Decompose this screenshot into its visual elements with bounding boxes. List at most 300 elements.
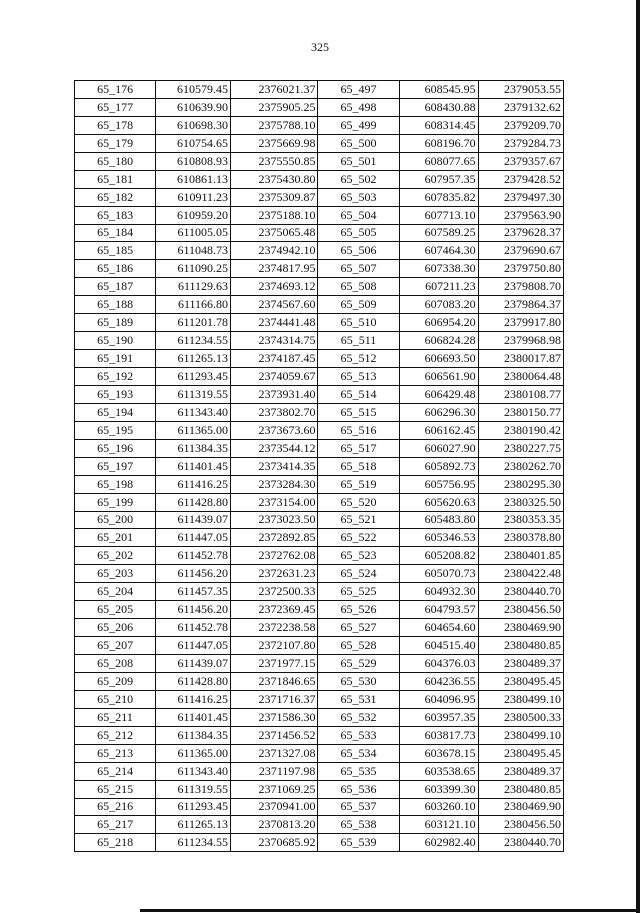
y-coordinate-cell: 2375905.25: [231, 98, 318, 116]
x-coordinate-cell: 607589.25: [399, 224, 478, 242]
y-coordinate-cell: 2370813.20: [231, 816, 318, 834]
point-id-cell: 65_500: [318, 134, 399, 152]
x-coordinate-cell: 604236.55: [399, 672, 478, 690]
point-id-cell: 65_198: [75, 475, 156, 493]
y-coordinate-cell: 2380378.80: [478, 529, 563, 547]
y-coordinate-cell: 2375309.87: [231, 188, 318, 206]
x-coordinate-cell: 611234.55: [156, 332, 231, 350]
x-coordinate-cell: 607835.82: [399, 188, 478, 206]
point-id-cell: 65_196: [75, 439, 156, 457]
x-coordinate-cell: 611384.35: [156, 439, 231, 457]
x-coordinate-cell: 605346.53: [399, 529, 478, 547]
table-row: [75, 314, 564, 332]
x-coordinate-cell: 604515.40: [399, 637, 478, 655]
table-row: [75, 134, 564, 152]
x-coordinate-cell: 608545.95: [399, 81, 478, 99]
y-coordinate-cell: 2380150.77: [478, 403, 563, 421]
y-coordinate-cell: 2371069.25: [231, 780, 318, 798]
table-row: [75, 780, 564, 798]
x-coordinate-cell: 611365.00: [156, 421, 231, 439]
y-coordinate-cell: 2379968.98: [478, 332, 563, 350]
x-coordinate-cell: 603957.35: [399, 708, 478, 726]
point-id-cell: 65_510: [318, 314, 399, 332]
x-coordinate-cell: 604793.57: [399, 601, 478, 619]
y-coordinate-cell: 2372762.08: [231, 547, 318, 565]
point-id-cell: 65_216: [75, 798, 156, 816]
y-coordinate-cell: 2379132.62: [478, 98, 563, 116]
table-row: [75, 81, 564, 99]
point-id-cell: 65_189: [75, 314, 156, 332]
table-row: [75, 511, 564, 529]
x-coordinate-cell: 606429.48: [399, 385, 478, 403]
point-id-cell: 65_179: [75, 134, 156, 152]
point-id-cell: 65_210: [75, 690, 156, 708]
y-coordinate-cell: 2371456.52: [231, 726, 318, 744]
point-id-cell: 65_211: [75, 708, 156, 726]
y-coordinate-cell: 2380108.77: [478, 385, 563, 403]
point-id-cell: 65_214: [75, 762, 156, 780]
point-id-cell: 65_525: [318, 583, 399, 601]
table-row: [75, 637, 564, 655]
x-coordinate-cell: 603678.15: [399, 744, 478, 762]
point-id-cell: 65_537: [318, 798, 399, 816]
point-id-cell: 65_519: [318, 475, 399, 493]
y-coordinate-cell: 2380064.48: [478, 368, 563, 386]
y-coordinate-cell: 2372369.45: [231, 601, 318, 619]
x-coordinate-cell: 611416.25: [156, 475, 231, 493]
x-coordinate-cell: 611166.80: [156, 296, 231, 314]
y-coordinate-cell: 2380499.10: [478, 690, 563, 708]
point-id-cell: 65_536: [318, 780, 399, 798]
x-coordinate-cell: 611365.00: [156, 744, 231, 762]
page-number: 325: [311, 40, 329, 54]
y-coordinate-cell: 2373673.60: [231, 421, 318, 439]
y-coordinate-cell: 2373284.30: [231, 475, 318, 493]
x-coordinate-cell: 611447.05: [156, 529, 231, 547]
x-coordinate-cell: 611090.25: [156, 260, 231, 278]
y-coordinate-cell: 2380190.42: [478, 421, 563, 439]
table-row: [75, 98, 564, 116]
point-id-cell: 65_498: [318, 98, 399, 116]
x-coordinate-cell: 611401.45: [156, 708, 231, 726]
point-id-cell: 65_517: [318, 439, 399, 457]
point-id-cell: 65_507: [318, 260, 399, 278]
scan-edge-bottom: [140, 909, 640, 912]
point-id-cell: 65_523: [318, 547, 399, 565]
table-row: [75, 439, 564, 457]
point-id-cell: 65_499: [318, 116, 399, 134]
y-coordinate-cell: 2373931.40: [231, 385, 318, 403]
table-row: [75, 206, 564, 224]
point-id-cell: 65_213: [75, 744, 156, 762]
table-row: [75, 672, 564, 690]
y-coordinate-cell: 2379563.90: [478, 206, 563, 224]
point-id-cell: 65_532: [318, 708, 399, 726]
y-coordinate-cell: 2379864.37: [478, 296, 563, 314]
y-coordinate-cell: 2380440.70: [478, 834, 563, 852]
x-coordinate-cell: 611319.55: [156, 780, 231, 798]
point-id-cell: 65_497: [318, 81, 399, 99]
point-id-cell: 65_202: [75, 547, 156, 565]
x-coordinate-cell: 606693.50: [399, 350, 478, 368]
x-coordinate-cell: 611456.20: [156, 565, 231, 583]
x-coordinate-cell: 610579.45: [156, 81, 231, 99]
x-coordinate-cell: 608314.45: [399, 116, 478, 134]
point-id-cell: 65_178: [75, 116, 156, 134]
x-coordinate-cell: 610959.20: [156, 206, 231, 224]
table-row: [75, 188, 564, 206]
x-coordinate-cell: 611447.05: [156, 637, 231, 655]
y-coordinate-cell: 2371716.37: [231, 690, 318, 708]
y-coordinate-cell: 2374567.60: [231, 296, 318, 314]
point-id-cell: 65_201: [75, 529, 156, 547]
y-coordinate-cell: 2379628.37: [478, 224, 563, 242]
x-coordinate-cell: 606027.90: [399, 439, 478, 457]
x-coordinate-cell: 605756.95: [399, 475, 478, 493]
point-id-cell: 65_530: [318, 672, 399, 690]
y-coordinate-cell: 2370685.92: [231, 834, 318, 852]
y-coordinate-cell: 2380422.48: [478, 565, 563, 583]
x-coordinate-cell: 604932.30: [399, 583, 478, 601]
table-row: [75, 475, 564, 493]
x-coordinate-cell: 607713.10: [399, 206, 478, 224]
y-coordinate-cell: 2375550.85: [231, 152, 318, 170]
x-coordinate-cell: 611129.63: [156, 278, 231, 296]
y-coordinate-cell: 2373802.70: [231, 403, 318, 421]
y-coordinate-cell: 2374059.67: [231, 368, 318, 386]
point-id-cell: 65_506: [318, 242, 399, 260]
y-coordinate-cell: 2380469.90: [478, 619, 563, 637]
y-coordinate-cell: 2379690.67: [478, 242, 563, 260]
point-id-cell: 65_194: [75, 403, 156, 421]
y-coordinate-cell: 2374942.10: [231, 242, 318, 260]
y-coordinate-cell: 2371846.65: [231, 672, 318, 690]
table-row: [75, 332, 564, 350]
table-row: [75, 690, 564, 708]
x-coordinate-cell: 611428.80: [156, 672, 231, 690]
y-coordinate-cell: 2380499.10: [478, 726, 563, 744]
point-id-cell: 65_531: [318, 690, 399, 708]
x-coordinate-cell: 610754.65: [156, 134, 231, 152]
point-id-cell: 65_508: [318, 278, 399, 296]
table-row: [75, 619, 564, 637]
y-coordinate-cell: 2374441.48: [231, 314, 318, 332]
y-coordinate-cell: 2374817.95: [231, 260, 318, 278]
x-coordinate-cell: 603538.65: [399, 762, 478, 780]
point-id-cell: 65_527: [318, 619, 399, 637]
point-id-cell: 65_191: [75, 350, 156, 368]
table-row: [75, 816, 564, 834]
y-coordinate-cell: 2375430.80: [231, 170, 318, 188]
point-id-cell: 65_193: [75, 385, 156, 403]
y-coordinate-cell: 2379750.80: [478, 260, 563, 278]
x-coordinate-cell: 611401.45: [156, 457, 231, 475]
point-id-cell: 65_184: [75, 224, 156, 242]
point-id-cell: 65_503: [318, 188, 399, 206]
x-coordinate-cell: 611319.55: [156, 385, 231, 403]
y-coordinate-cell: 2373544.12: [231, 439, 318, 457]
point-id-cell: 65_529: [318, 655, 399, 673]
x-coordinate-cell: 610911.23: [156, 188, 231, 206]
y-coordinate-cell: 2380456.50: [478, 601, 563, 619]
point-id-cell: 65_520: [318, 493, 399, 511]
point-id-cell: 65_509: [318, 296, 399, 314]
x-coordinate-cell: 611343.40: [156, 762, 231, 780]
point-id-cell: 65_524: [318, 565, 399, 583]
x-coordinate-cell: 604376.03: [399, 655, 478, 673]
x-coordinate-cell: 607338.30: [399, 260, 478, 278]
x-coordinate-cell: 606296.30: [399, 403, 478, 421]
table-row: [75, 224, 564, 242]
x-coordinate-cell: 605892.73: [399, 457, 478, 475]
table-row: [75, 385, 564, 403]
point-id-cell: 65_512: [318, 350, 399, 368]
table-row: [75, 170, 564, 188]
y-coordinate-cell: 2371327.08: [231, 744, 318, 762]
x-coordinate-cell: 603817.73: [399, 726, 478, 744]
point-id-cell: 65_209: [75, 672, 156, 690]
y-coordinate-cell: 2379284.73: [478, 134, 563, 152]
x-coordinate-cell: 611201.78: [156, 314, 231, 332]
x-coordinate-cell: 605620.63: [399, 493, 478, 511]
y-coordinate-cell: 2380469.90: [478, 798, 563, 816]
y-coordinate-cell: 2375788.10: [231, 116, 318, 134]
y-coordinate-cell: 2374187.45: [231, 350, 318, 368]
y-coordinate-cell: 2374693.12: [231, 278, 318, 296]
x-coordinate-cell: 611452.78: [156, 619, 231, 637]
point-id-cell: 65_190: [75, 332, 156, 350]
table-row: [75, 565, 564, 583]
y-coordinate-cell: 2380227.75: [478, 439, 563, 457]
point-id-cell: 65_533: [318, 726, 399, 744]
y-coordinate-cell: 2379428.52: [478, 170, 563, 188]
y-coordinate-cell: 2380325.50: [478, 493, 563, 511]
point-id-cell: 65_535: [318, 762, 399, 780]
x-coordinate-cell: 608196.70: [399, 134, 478, 152]
point-id-cell: 65_511: [318, 332, 399, 350]
point-id-cell: 65_514: [318, 385, 399, 403]
y-coordinate-cell: 2380017.87: [478, 350, 563, 368]
x-coordinate-cell: 608077.65: [399, 152, 478, 170]
point-id-cell: 65_528: [318, 637, 399, 655]
coordinates-table-body: [75, 81, 564, 852]
table-row: [75, 278, 564, 296]
point-id-cell: 65_186: [75, 260, 156, 278]
table-row: [75, 242, 564, 260]
y-coordinate-cell: 2373154.00: [231, 493, 318, 511]
x-coordinate-cell: 604096.95: [399, 690, 478, 708]
point-id-cell: 65_195: [75, 421, 156, 439]
y-coordinate-cell: 2372238.58: [231, 619, 318, 637]
point-id-cell: 65_205: [75, 601, 156, 619]
x-coordinate-cell: 610808.93: [156, 152, 231, 170]
x-coordinate-cell: 611343.40: [156, 403, 231, 421]
x-coordinate-cell: 610639.90: [156, 98, 231, 116]
x-coordinate-cell: 611439.07: [156, 511, 231, 529]
x-coordinate-cell: 608430.88: [399, 98, 478, 116]
x-coordinate-cell: 611416.25: [156, 690, 231, 708]
table-row: [75, 421, 564, 439]
x-coordinate-cell: 606162.45: [399, 421, 478, 439]
y-coordinate-cell: 2380495.45: [478, 744, 563, 762]
table-row: [75, 296, 564, 314]
x-coordinate-cell: 607957.35: [399, 170, 478, 188]
table-row: [75, 116, 564, 134]
x-coordinate-cell: 611048.73: [156, 242, 231, 260]
point-id-cell: 65_188: [75, 296, 156, 314]
x-coordinate-cell: 607083.20: [399, 296, 478, 314]
y-coordinate-cell: 2380295.30: [478, 475, 563, 493]
x-coordinate-cell: 606824.28: [399, 332, 478, 350]
point-id-cell: 65_208: [75, 655, 156, 673]
point-id-cell: 65_177: [75, 98, 156, 116]
table-row: [75, 726, 564, 744]
y-coordinate-cell: 2380456.50: [478, 816, 563, 834]
x-coordinate-cell: 605208.82: [399, 547, 478, 565]
point-id-cell: 65_515: [318, 403, 399, 421]
point-id-cell: 65_522: [318, 529, 399, 547]
x-coordinate-cell: 610698.30: [156, 116, 231, 134]
y-coordinate-cell: 2371586.30: [231, 708, 318, 726]
x-coordinate-cell: 611005.05: [156, 224, 231, 242]
x-coordinate-cell: 611456.20: [156, 601, 231, 619]
x-coordinate-cell: 611452.78: [156, 547, 231, 565]
point-id-cell: 65_204: [75, 583, 156, 601]
y-coordinate-cell: 2372107.80: [231, 637, 318, 655]
x-coordinate-cell: 603399.30: [399, 780, 478, 798]
point-id-cell: 65_207: [75, 637, 156, 655]
x-coordinate-cell: 611384.35: [156, 726, 231, 744]
y-coordinate-cell: 2372500.33: [231, 583, 318, 601]
y-coordinate-cell: 2370941.00: [231, 798, 318, 816]
table-row: [75, 762, 564, 780]
y-coordinate-cell: 2374314.75: [231, 332, 318, 350]
x-coordinate-cell: 610861.13: [156, 170, 231, 188]
table-row: [75, 457, 564, 475]
y-coordinate-cell: 2380489.37: [478, 655, 563, 673]
point-id-cell: 65_176: [75, 81, 156, 99]
x-coordinate-cell: 607211.23: [399, 278, 478, 296]
y-coordinate-cell: 2379808.70: [478, 278, 563, 296]
point-id-cell: 65_192: [75, 368, 156, 386]
x-coordinate-cell: 603260.10: [399, 798, 478, 816]
y-coordinate-cell: 2379209.70: [478, 116, 563, 134]
point-id-cell: 65_206: [75, 619, 156, 637]
y-coordinate-cell: 2376021.37: [231, 81, 318, 99]
y-coordinate-cell: 2379053.55: [478, 81, 563, 99]
x-coordinate-cell: 605070.73: [399, 565, 478, 583]
table-row: [75, 744, 564, 762]
point-id-cell: 65_521: [318, 511, 399, 529]
x-coordinate-cell: 611293.45: [156, 798, 231, 816]
point-id-cell: 65_183: [75, 206, 156, 224]
table-row: [75, 601, 564, 619]
table-row: [75, 368, 564, 386]
point-id-cell: 65_199: [75, 493, 156, 511]
point-id-cell: 65_501: [318, 152, 399, 170]
x-coordinate-cell: 605483.80: [399, 511, 478, 529]
x-coordinate-cell: 604654.60: [399, 619, 478, 637]
y-coordinate-cell: 2380500.33: [478, 708, 563, 726]
x-coordinate-cell: 606561.90: [399, 368, 478, 386]
y-coordinate-cell: 2371977.15: [231, 655, 318, 673]
y-coordinate-cell: 2375065.48: [231, 224, 318, 242]
point-id-cell: 65_539: [318, 834, 399, 852]
point-id-cell: 65_185: [75, 242, 156, 260]
y-coordinate-cell: 2379357.67: [478, 152, 563, 170]
point-id-cell: 65_505: [318, 224, 399, 242]
y-coordinate-cell: 2372631.23: [231, 565, 318, 583]
y-coordinate-cell: 2379917.80: [478, 314, 563, 332]
table-row: [75, 583, 564, 601]
table-row: [75, 152, 564, 170]
point-id-cell: 65_538: [318, 816, 399, 834]
coordinates-table: [74, 80, 564, 852]
point-id-cell: 65_180: [75, 152, 156, 170]
x-coordinate-cell: 611265.13: [156, 350, 231, 368]
point-id-cell: 65_200: [75, 511, 156, 529]
point-id-cell: 65_504: [318, 206, 399, 224]
point-id-cell: 65_203: [75, 565, 156, 583]
table-row: [75, 403, 564, 421]
table-row: [75, 260, 564, 278]
y-coordinate-cell: 2379497.30: [478, 188, 563, 206]
table-row: [75, 708, 564, 726]
y-coordinate-cell: 2375669.98: [231, 134, 318, 152]
table-row: [75, 834, 564, 852]
point-id-cell: 65_212: [75, 726, 156, 744]
x-coordinate-cell: 602982.40: [399, 834, 478, 852]
x-coordinate-cell: 607464.30: [399, 242, 478, 260]
table-row: [75, 547, 564, 565]
y-coordinate-cell: 2380495.45: [478, 672, 563, 690]
table-row: [75, 493, 564, 511]
point-id-cell: 65_217: [75, 816, 156, 834]
point-id-cell: 65_502: [318, 170, 399, 188]
y-coordinate-cell: 2380489.37: [478, 762, 563, 780]
point-id-cell: 65_187: [75, 278, 156, 296]
point-id-cell: 65_215: [75, 780, 156, 798]
y-coordinate-cell: 2373023.50: [231, 511, 318, 529]
point-id-cell: 65_181: [75, 170, 156, 188]
x-coordinate-cell: 603121.10: [399, 816, 478, 834]
table-row: [75, 529, 564, 547]
table-row: [75, 350, 564, 368]
point-id-cell: 65_518: [318, 457, 399, 475]
point-id-cell: 65_182: [75, 188, 156, 206]
x-coordinate-cell: 606954.20: [399, 314, 478, 332]
point-id-cell: 65_516: [318, 421, 399, 439]
y-coordinate-cell: 2380401.85: [478, 547, 563, 565]
y-coordinate-cell: 2380480.85: [478, 637, 563, 655]
y-coordinate-cell: 2375188.10: [231, 206, 318, 224]
y-coordinate-cell: 2371197.98: [231, 762, 318, 780]
x-coordinate-cell: 611234.55: [156, 834, 231, 852]
x-coordinate-cell: 611439.07: [156, 655, 231, 673]
y-coordinate-cell: 2380480.85: [478, 780, 563, 798]
point-id-cell: 65_197: [75, 457, 156, 475]
scan-edge-right: [636, 0, 640, 913]
y-coordinate-cell: 2373414.35: [231, 457, 318, 475]
y-coordinate-cell: 2380353.35: [478, 511, 563, 529]
point-id-cell: 65_534: [318, 744, 399, 762]
y-coordinate-cell: 2380262.70: [478, 457, 563, 475]
table-row: [75, 798, 564, 816]
point-id-cell: 65_526: [318, 601, 399, 619]
y-coordinate-cell: 2380440.70: [478, 583, 563, 601]
x-coordinate-cell: 611428.80: [156, 493, 231, 511]
x-coordinate-cell: 611457.35: [156, 583, 231, 601]
